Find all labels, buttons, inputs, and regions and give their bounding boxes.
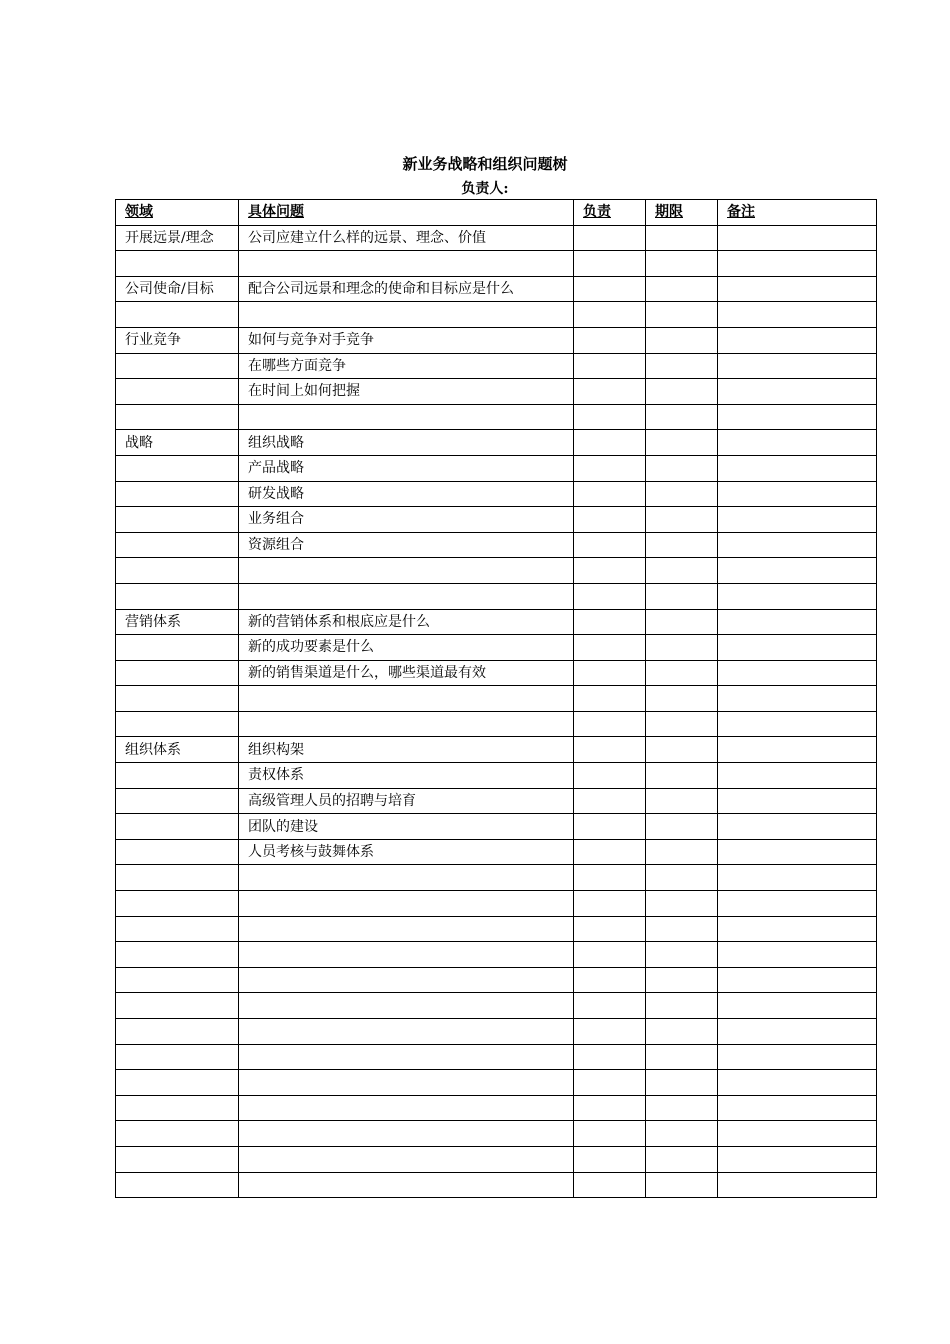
cell-owner	[574, 942, 646, 968]
header-specific-issue: 具体问题	[239, 200, 574, 226]
cell-deadline	[646, 788, 718, 814]
table-row	[116, 660, 877, 686]
cell-domain	[116, 353, 239, 379]
cell-deadline	[646, 1121, 718, 1147]
cell-specific-issue	[239, 916, 574, 942]
cell-specific-issue	[239, 1121, 574, 1147]
cell-remarks	[718, 814, 877, 840]
cell-owner	[574, 276, 646, 302]
cell-deadline	[646, 942, 718, 968]
cell-deadline	[646, 1070, 718, 1096]
cell-deadline	[646, 558, 718, 584]
cell-domain	[116, 455, 239, 481]
cell-remarks	[718, 1070, 877, 1096]
cell-owner	[574, 635, 646, 661]
cell-specific-issue	[239, 891, 574, 917]
cell-owner	[574, 993, 646, 1019]
cell-deadline	[646, 507, 718, 533]
cell-specific-issue	[239, 1172, 574, 1198]
cell-remarks	[718, 1146, 877, 1172]
cell-specific-issue: 组织战略	[239, 430, 574, 456]
table-row	[116, 942, 877, 968]
cell-specific-issue: 在哪些方面竞争	[239, 353, 574, 379]
table-row	[116, 916, 877, 942]
cell-remarks	[718, 737, 877, 763]
cell-specific-issue: 配合公司远景和理念的使命和目标应是什么	[239, 276, 574, 302]
table-row	[116, 686, 877, 712]
cell-remarks	[718, 404, 877, 430]
cell-deadline	[646, 993, 718, 1019]
cell-specific-issue: 在时间上如何把握	[239, 379, 574, 405]
cell-remarks	[718, 763, 877, 789]
owner-label: 负责人:	[461, 181, 509, 197]
cell-domain	[116, 1070, 239, 1096]
cell-specific-issue: 研发战略	[239, 481, 574, 507]
cell-remarks	[718, 251, 877, 277]
cell-domain	[116, 507, 239, 533]
table-row	[116, 635, 877, 661]
cell-domain: 开展远景/理念	[116, 225, 239, 251]
table-row	[116, 788, 877, 814]
cell-owner	[574, 609, 646, 635]
cell-owner	[574, 711, 646, 737]
cell-deadline	[646, 711, 718, 737]
cell-deadline	[646, 814, 718, 840]
cell-deadline	[646, 353, 718, 379]
cell-specific-issue	[239, 302, 574, 328]
cell-domain	[116, 942, 239, 968]
cell-remarks	[718, 455, 877, 481]
cell-deadline	[646, 455, 718, 481]
cell-specific-issue: 资源组合	[239, 532, 574, 558]
cell-remarks	[718, 1095, 877, 1121]
cell-specific-issue	[239, 1095, 574, 1121]
cell-deadline	[646, 327, 718, 353]
table-row	[116, 814, 877, 840]
header-owner: 负责	[574, 200, 646, 226]
cell-specific-issue	[239, 865, 574, 891]
cell-deadline	[646, 1095, 718, 1121]
cell-deadline	[646, 967, 718, 993]
table-row	[116, 404, 877, 430]
cell-domain	[116, 967, 239, 993]
table-row	[116, 1019, 877, 1045]
table-row	[116, 327, 877, 353]
cell-specific-issue: 新的销售渠道是什么，哪些渠道最有效	[239, 660, 574, 686]
cell-owner	[574, 455, 646, 481]
cell-deadline	[646, 251, 718, 277]
cell-specific-issue	[239, 993, 574, 1019]
cell-remarks	[718, 942, 877, 968]
cell-owner	[574, 686, 646, 712]
cell-remarks	[718, 788, 877, 814]
cell-deadline	[646, 609, 718, 635]
table-row	[116, 1095, 877, 1121]
cell-specific-issue	[239, 967, 574, 993]
cell-deadline	[646, 660, 718, 686]
cell-domain	[116, 916, 239, 942]
table-row	[116, 225, 877, 251]
cell-remarks	[718, 865, 877, 891]
cell-remarks	[718, 225, 877, 251]
cell-domain	[116, 763, 239, 789]
cell-specific-issue	[239, 1070, 574, 1096]
cell-domain	[116, 379, 239, 405]
cell-specific-issue: 公司应建立什么样的远景、理念、价值	[239, 225, 574, 251]
table-row	[116, 1146, 877, 1172]
cell-domain	[116, 532, 239, 558]
cell-owner	[574, 916, 646, 942]
cell-owner	[574, 481, 646, 507]
cell-deadline	[646, 583, 718, 609]
table-row	[116, 891, 877, 917]
cell-specific-issue	[239, 1019, 574, 1045]
cell-domain	[116, 839, 239, 865]
table-row	[116, 1121, 877, 1147]
cell-specific-issue	[239, 404, 574, 430]
cell-specific-issue: 如何与竞争对手竞争	[239, 327, 574, 353]
cell-deadline	[646, 635, 718, 661]
cell-domain	[116, 481, 239, 507]
cell-remarks	[718, 302, 877, 328]
cell-owner	[574, 404, 646, 430]
table-row	[116, 865, 877, 891]
cell-remarks	[718, 609, 877, 635]
cell-remarks	[718, 481, 877, 507]
cell-domain: 行业竞争	[116, 327, 239, 353]
cell-remarks	[718, 1044, 877, 1070]
cell-domain	[116, 1146, 239, 1172]
table-row	[116, 583, 877, 609]
cell-domain	[116, 1172, 239, 1198]
cell-deadline	[646, 1146, 718, 1172]
table-header-row	[116, 200, 877, 226]
cell-specific-issue	[239, 251, 574, 277]
cell-owner	[574, 814, 646, 840]
cell-domain	[116, 711, 239, 737]
cell-domain	[116, 302, 239, 328]
cell-domain	[116, 558, 239, 584]
cell-owner	[574, 1070, 646, 1096]
cell-domain	[116, 404, 239, 430]
cell-owner	[574, 583, 646, 609]
cell-specific-issue: 团队的建设	[239, 814, 574, 840]
cell-remarks	[718, 660, 877, 686]
cell-deadline	[646, 865, 718, 891]
table-row	[116, 609, 877, 635]
cell-owner	[574, 1146, 646, 1172]
cell-deadline	[646, 737, 718, 763]
table-row	[116, 481, 877, 507]
cell-owner	[574, 558, 646, 584]
cell-owner	[574, 1121, 646, 1147]
cell-deadline	[646, 1044, 718, 1070]
cell-owner	[574, 788, 646, 814]
cell-remarks	[718, 1121, 877, 1147]
cell-owner	[574, 1172, 646, 1198]
table-row	[116, 763, 877, 789]
cell-domain	[116, 1095, 239, 1121]
cell-specific-issue	[239, 1044, 574, 1070]
cell-owner	[574, 839, 646, 865]
cell-remarks	[718, 891, 877, 917]
table-row	[116, 839, 877, 865]
cell-deadline	[646, 225, 718, 251]
cell-domain	[116, 1019, 239, 1045]
cell-specific-issue	[239, 711, 574, 737]
cell-domain: 组织体系	[116, 737, 239, 763]
cell-owner	[574, 967, 646, 993]
cell-specific-issue	[239, 558, 574, 584]
cell-remarks	[718, 430, 877, 456]
table-row	[116, 430, 877, 456]
cell-deadline	[646, 1019, 718, 1045]
cell-deadline	[646, 276, 718, 302]
cell-specific-issue: 高级管理人员的招聘与培育	[239, 788, 574, 814]
table-row	[116, 302, 877, 328]
cell-specific-issue: 新的成功要素是什么	[239, 635, 574, 661]
cell-deadline	[646, 1172, 718, 1198]
cell-owner	[574, 225, 646, 251]
cell-specific-issue	[239, 686, 574, 712]
cell-remarks	[718, 583, 877, 609]
cell-owner	[574, 507, 646, 533]
table-row	[116, 1172, 877, 1198]
cell-remarks	[718, 686, 877, 712]
table-row	[116, 993, 877, 1019]
cell-domain	[116, 993, 239, 1019]
cell-specific-issue	[239, 942, 574, 968]
cell-owner	[574, 1019, 646, 1045]
cell-owner	[574, 763, 646, 789]
cell-domain	[116, 635, 239, 661]
table-row	[116, 276, 877, 302]
cell-deadline	[646, 916, 718, 942]
cell-specific-issue: 人员考核与鼓舞体系	[239, 839, 574, 865]
cell-remarks	[718, 711, 877, 737]
header-deadline: 期限	[646, 200, 718, 226]
cell-owner	[574, 737, 646, 763]
cell-specific-issue: 业务组合	[239, 507, 574, 533]
cell-remarks	[718, 916, 877, 942]
cell-deadline	[646, 302, 718, 328]
table-row	[116, 558, 877, 584]
table-row	[116, 737, 877, 763]
document-title: 新业务战略和组织问题树	[402, 155, 568, 173]
cell-remarks	[718, 353, 877, 379]
issue-tree-table	[115, 199, 877, 1198]
cell-owner	[574, 327, 646, 353]
cell-deadline	[646, 379, 718, 405]
cell-domain: 营销体系	[116, 609, 239, 635]
cell-remarks	[718, 635, 877, 661]
cell-deadline	[646, 763, 718, 789]
cell-owner	[574, 353, 646, 379]
cell-deadline	[646, 839, 718, 865]
cell-owner	[574, 251, 646, 277]
table-row	[116, 1070, 877, 1096]
cell-specific-issue	[239, 583, 574, 609]
cell-owner	[574, 1095, 646, 1121]
cell-domain: 公司使命/目标	[116, 276, 239, 302]
cell-remarks	[718, 507, 877, 533]
cell-remarks	[718, 558, 877, 584]
cell-owner	[574, 302, 646, 328]
cell-owner	[574, 430, 646, 456]
table-row	[116, 455, 877, 481]
cell-deadline	[646, 686, 718, 712]
cell-deadline	[646, 532, 718, 558]
cell-deadline	[646, 481, 718, 507]
cell-domain: 战略	[116, 430, 239, 456]
cell-specific-issue: 新的营销体系和根底应是什么	[239, 609, 574, 635]
cell-domain	[116, 583, 239, 609]
cell-remarks	[718, 1019, 877, 1045]
cell-domain	[116, 1121, 239, 1147]
cell-specific-issue: 产品战略	[239, 455, 574, 481]
cell-remarks	[718, 379, 877, 405]
cell-specific-issue	[239, 1146, 574, 1172]
table-row	[116, 507, 877, 533]
cell-domain	[116, 1044, 239, 1070]
cell-owner	[574, 660, 646, 686]
cell-domain	[116, 865, 239, 891]
cell-owner	[574, 379, 646, 405]
cell-deadline	[646, 891, 718, 917]
header-remarks: 备注	[718, 200, 877, 226]
cell-deadline	[646, 430, 718, 456]
table-row	[116, 532, 877, 558]
cell-specific-issue: 责权体系	[239, 763, 574, 789]
table-row	[116, 251, 877, 277]
cell-remarks	[718, 276, 877, 302]
table-row	[116, 711, 877, 737]
cell-owner	[574, 1044, 646, 1070]
cell-domain	[116, 814, 239, 840]
table-row	[116, 967, 877, 993]
cell-remarks	[718, 1172, 877, 1198]
table-body	[116, 225, 877, 1198]
cell-remarks	[718, 532, 877, 558]
cell-remarks	[718, 993, 877, 1019]
cell-remarks	[718, 327, 877, 353]
cell-owner	[574, 532, 646, 558]
cell-remarks	[718, 967, 877, 993]
cell-domain	[116, 686, 239, 712]
cell-domain	[116, 251, 239, 277]
cell-owner	[574, 865, 646, 891]
table-row	[116, 353, 877, 379]
cell-specific-issue: 组织构架	[239, 737, 574, 763]
cell-remarks	[718, 839, 877, 865]
table-row	[116, 1044, 877, 1070]
cell-deadline	[646, 404, 718, 430]
cell-domain	[116, 788, 239, 814]
header-domain: 领域	[116, 200, 239, 226]
cell-domain	[116, 660, 239, 686]
table-row	[116, 379, 877, 405]
cell-domain	[116, 891, 239, 917]
cell-owner	[574, 891, 646, 917]
